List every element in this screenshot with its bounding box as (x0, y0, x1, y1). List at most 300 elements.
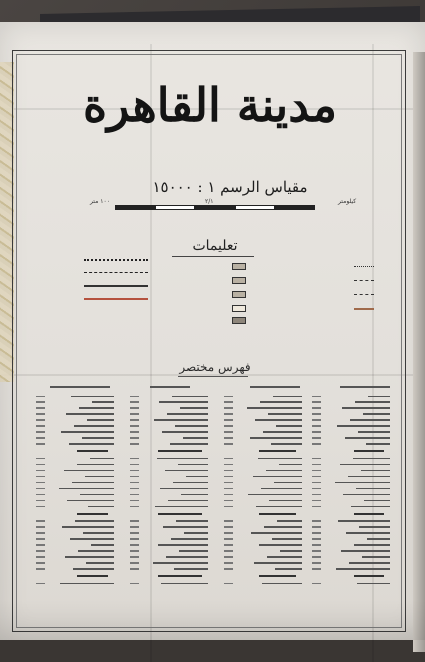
legend-item (310, 262, 380, 272)
entry-text-stroke (255, 419, 302, 420)
index-entry (312, 468, 390, 473)
legend-item (40, 294, 150, 304)
legend-item (230, 316, 300, 326)
index-entry (312, 543, 390, 548)
index-entry (312, 492, 390, 497)
entry-number-stroke (130, 562, 139, 563)
entry-text-stroke (91, 544, 114, 545)
photo-shadow (0, 600, 425, 640)
entry-number-stroke (130, 431, 139, 432)
entry-number-stroke (130, 437, 139, 438)
entry-number-stroke (36, 413, 45, 414)
entry-number-stroke (224, 494, 233, 495)
entry-text-stroke (335, 482, 390, 483)
entry-text-stroke (264, 526, 302, 527)
entry-text-stroke (82, 437, 114, 438)
entry-number-stroke (312, 437, 321, 438)
entry-number-stroke (36, 562, 45, 563)
index-subheading (312, 574, 390, 579)
index-entry (130, 418, 208, 423)
index-entry (36, 498, 114, 503)
entry-number-stroke (224, 464, 233, 465)
index-entry (224, 561, 302, 566)
index-entry (36, 537, 114, 542)
entry-text-stroke (271, 443, 302, 444)
index-entry (312, 474, 390, 479)
subheading-stroke (354, 513, 384, 515)
entry-text-stroke (342, 407, 390, 408)
index-subheading (312, 512, 390, 517)
entry-number-stroke (36, 419, 45, 420)
index-entry (224, 555, 302, 560)
entry-number-stroke (130, 538, 139, 539)
index-entry (224, 424, 302, 429)
index-entry (224, 549, 302, 554)
entry-text-stroke (361, 470, 390, 471)
legend-item (230, 276, 300, 286)
entry-text-stroke (275, 568, 302, 569)
entry-number-stroke (224, 396, 233, 397)
legend-item (310, 304, 380, 314)
entry-number-stroke (36, 437, 45, 438)
legend-symbol (232, 317, 246, 324)
index-subheading (312, 449, 390, 454)
entry-text-stroke (59, 488, 114, 489)
legend-symbol (354, 280, 374, 283)
entry-number-stroke (130, 506, 139, 507)
entry-number-stroke (312, 494, 321, 495)
entry-text-stroke (167, 413, 208, 414)
index-subheading (224, 512, 302, 517)
entry-number-stroke (312, 443, 321, 444)
entry-text-stroke (363, 413, 390, 414)
index-entry (312, 567, 390, 572)
entry-number-stroke (312, 458, 321, 459)
index-entry (130, 567, 208, 572)
entry-text-stroke (85, 476, 114, 477)
subheading-stroke (354, 575, 384, 577)
entry-text-stroke (274, 482, 302, 483)
index-entry (224, 543, 302, 548)
entry-text-stroke (260, 401, 302, 402)
entry-number-stroke (224, 506, 233, 507)
entry-text-stroke (273, 396, 302, 397)
index-entry (312, 555, 390, 560)
index-subheading (130, 512, 208, 517)
entry-number-stroke (36, 583, 45, 584)
index-column-heading (250, 386, 300, 388)
entry-text-stroke (269, 500, 302, 501)
entry-text-stroke (343, 494, 390, 495)
entry-number-stroke (312, 419, 321, 420)
entry-text-stroke (153, 562, 208, 563)
entry-text-stroke (80, 494, 114, 495)
entry-number-stroke (130, 419, 139, 420)
index-entry (312, 504, 390, 509)
entry-number-stroke (36, 425, 45, 426)
entry-text-stroke (354, 544, 390, 545)
entry-number-stroke (312, 488, 321, 489)
entry-text-stroke (251, 532, 302, 533)
index-entry (224, 531, 302, 536)
entry-number-stroke (130, 583, 139, 584)
entry-text-stroke (155, 506, 208, 507)
entry-number-stroke (36, 500, 45, 501)
entry-text-stroke (250, 437, 302, 438)
subheading-stroke (158, 575, 202, 577)
index-entry (36, 480, 114, 485)
entry-text-stroke (259, 544, 302, 545)
index-heading-rule (178, 376, 248, 377)
entry-text-stroke (161, 583, 208, 584)
entry-number-stroke (130, 470, 139, 471)
entry-number-stroke (224, 413, 233, 414)
legend-symbol (354, 308, 374, 310)
entry-text-stroke (159, 401, 208, 402)
entry-number-stroke (36, 401, 45, 402)
index-entry (224, 394, 302, 399)
entry-text-stroke (77, 464, 114, 465)
index-subheading (224, 574, 302, 579)
entry-text-stroke (256, 506, 302, 507)
entry-text-stroke (272, 538, 302, 539)
subheading-stroke (354, 450, 384, 452)
entry-text-stroke (69, 443, 114, 444)
index-subheading (224, 449, 302, 454)
entry-text-stroke (179, 550, 208, 551)
index-entry (130, 430, 208, 435)
entry-number-stroke (224, 550, 233, 551)
entry-text-stroke (170, 443, 208, 444)
index-entry (130, 394, 208, 399)
index-entry (224, 567, 302, 572)
index-entry (36, 555, 114, 560)
index-entry (130, 474, 208, 479)
index-subheading (130, 574, 208, 579)
legend-item (230, 304, 300, 314)
index-entry (224, 400, 302, 405)
index-entry (36, 468, 114, 473)
entry-text-stroke (87, 419, 114, 420)
entry-text-stroke (348, 476, 390, 477)
index-entry (312, 430, 390, 435)
scale-segment (115, 205, 155, 210)
index-entry (224, 456, 302, 461)
entry-text-stroke (341, 550, 390, 551)
index-entry (130, 549, 208, 554)
index-entry (130, 468, 208, 473)
index-entry (130, 537, 208, 542)
entry-text-stroke (79, 407, 114, 408)
index-entry (224, 537, 302, 542)
legend-item (40, 268, 150, 278)
entry-number-stroke (312, 506, 321, 507)
entry-number-stroke (224, 488, 233, 489)
index-entry (36, 430, 114, 435)
subheading-stroke (259, 513, 296, 515)
entry-number-stroke (36, 506, 45, 507)
entry-number-stroke (36, 396, 45, 397)
entry-number-stroke (36, 470, 45, 471)
legend-symbol (354, 266, 374, 269)
index-entry (36, 531, 114, 536)
entry-text-stroke (268, 413, 302, 414)
entry-text-stroke (83, 532, 114, 533)
entry-text-stroke (73, 568, 114, 569)
legend-symbol (84, 285, 148, 287)
index-entry (36, 561, 114, 566)
legend-symbol (232, 305, 246, 312)
entry-text-stroke (261, 488, 302, 489)
index-entry (130, 424, 208, 429)
entry-text-stroke (92, 401, 114, 402)
entry-text-stroke (340, 464, 390, 465)
entry-text-stroke (75, 520, 114, 521)
index-entry (130, 543, 208, 548)
index-entry (130, 531, 208, 536)
entry-text-stroke (86, 562, 114, 563)
index-column-heading (50, 386, 110, 388)
index-column (130, 394, 208, 594)
legend-symbol (84, 298, 148, 300)
entry-text-stroke (247, 407, 302, 408)
entry-text-stroke (355, 401, 390, 402)
index-entry (312, 480, 390, 485)
entry-text-stroke (176, 520, 208, 521)
entry-number-stroke (312, 425, 321, 426)
index-entry (36, 492, 114, 497)
entry-number-stroke (224, 556, 233, 557)
entry-number-stroke (130, 568, 139, 569)
entry-number-stroke (312, 568, 321, 569)
entry-number-stroke (36, 458, 45, 459)
index-entry (36, 436, 114, 441)
entry-number-stroke (224, 562, 233, 563)
index-entry (36, 567, 114, 572)
entry-text-stroke (254, 562, 302, 563)
entry-text-stroke (262, 583, 302, 584)
scale-segment (275, 205, 315, 210)
entry-number-stroke (130, 500, 139, 501)
index-entry (130, 462, 208, 467)
entry-number-stroke (36, 494, 45, 495)
index-entry (130, 504, 208, 509)
index-entry (130, 492, 208, 497)
entry-text-stroke (66, 413, 114, 414)
entry-number-stroke (312, 544, 321, 545)
index-entry (36, 412, 114, 417)
index-entry (312, 456, 390, 461)
entry-text-stroke (180, 407, 208, 408)
entry-number-stroke (312, 413, 321, 414)
index-entry (130, 555, 208, 560)
entry-number-stroke (36, 488, 45, 489)
index-entry (312, 436, 390, 441)
entry-number-stroke (36, 443, 45, 444)
entry-text-stroke (78, 550, 114, 551)
entry-text-stroke (184, 532, 208, 533)
entry-text-stroke (61, 431, 114, 432)
entry-text-stroke (174, 568, 208, 569)
scale-segment (155, 205, 195, 210)
legend-symbol (232, 277, 246, 284)
index-entry (224, 498, 302, 503)
entry-text-stroke (280, 550, 302, 551)
entry-text-stroke (248, 494, 302, 495)
entry-number-stroke (36, 476, 45, 477)
entry-text-stroke (88, 506, 114, 507)
index-subheading (36, 449, 114, 454)
index-entry (36, 424, 114, 429)
entry-text-stroke (337, 425, 390, 426)
entry-number-stroke (224, 476, 233, 477)
index-entry (36, 400, 114, 405)
entry-number-stroke (224, 583, 233, 584)
entry-number-stroke (312, 407, 321, 408)
index-entry (224, 519, 302, 524)
entry-text-stroke (173, 482, 208, 483)
index-entry (130, 400, 208, 405)
entry-text-stroke (362, 556, 390, 557)
index-entry (130, 406, 208, 411)
entry-text-stroke (71, 396, 114, 397)
index-entry (130, 412, 208, 417)
entry-number-stroke (130, 476, 139, 477)
index-entry (36, 581, 114, 586)
index-entry (312, 406, 390, 411)
subheading-stroke (77, 513, 108, 515)
index-entry (130, 561, 208, 566)
legend-heading: تعليمات (192, 238, 238, 254)
index-entry (36, 519, 114, 524)
entry-text-stroke (346, 532, 390, 533)
entry-number-stroke (36, 464, 45, 465)
entry-number-stroke (312, 396, 321, 397)
subheading-stroke (158, 513, 202, 515)
entry-number-stroke (130, 526, 139, 527)
entry-text-stroke (266, 470, 302, 471)
entry-text-stroke (364, 500, 390, 501)
index-entry (224, 474, 302, 479)
index-entry (130, 519, 208, 524)
entry-number-stroke (312, 482, 321, 483)
entry-number-stroke (312, 550, 321, 551)
entry-text-stroke (178, 464, 208, 465)
entry-text-stroke (263, 431, 302, 432)
entry-number-stroke (130, 550, 139, 551)
entry-number-stroke (36, 568, 45, 569)
entry-text-stroke (62, 526, 114, 527)
entry-text-stroke (64, 470, 114, 471)
entry-number-stroke (224, 520, 233, 521)
entry-text-stroke (72, 482, 114, 483)
index-entry (312, 400, 390, 405)
index-entry (130, 498, 208, 503)
entry-number-stroke (130, 532, 139, 533)
index-entry (312, 549, 390, 554)
index-entry (36, 418, 114, 423)
entry-number-stroke (312, 500, 321, 501)
subheading-stroke (158, 450, 202, 452)
index-entry (312, 412, 390, 417)
index-subheading (36, 512, 114, 517)
index-heading: فهرس مختصر (179, 360, 251, 374)
entry-number-stroke (312, 556, 321, 557)
index-entry (130, 480, 208, 485)
entry-text-stroke (65, 556, 114, 557)
index-entry (312, 525, 390, 530)
entry-number-stroke (36, 544, 45, 545)
entry-number-stroke (312, 464, 321, 465)
entry-number-stroke (130, 556, 139, 557)
entry-text-stroke (279, 464, 302, 465)
entry-text-stroke (154, 419, 208, 420)
entry-number-stroke (224, 500, 233, 501)
subheading-stroke (77, 450, 108, 452)
entry-number-stroke (224, 532, 233, 533)
entry-number-stroke (130, 396, 139, 397)
entry-text-stroke (181, 494, 208, 495)
entry-number-stroke (312, 470, 321, 471)
legend-item (230, 262, 300, 272)
index-entry (224, 492, 302, 497)
legend-item (40, 255, 150, 265)
entry-number-stroke (224, 407, 233, 408)
index-entry (36, 549, 114, 554)
index-entry (130, 581, 208, 586)
index-entry (224, 418, 302, 423)
entry-number-stroke (224, 419, 233, 420)
entry-text-stroke (186, 476, 208, 477)
entry-text-stroke (356, 488, 390, 489)
subheading-stroke (259, 450, 296, 452)
index-entry (130, 442, 208, 447)
entry-number-stroke (130, 520, 139, 521)
entry-number-stroke (312, 401, 321, 402)
entry-text-stroke (350, 419, 390, 420)
entry-number-stroke (312, 526, 321, 527)
index-entry (312, 498, 390, 503)
entry-number-stroke (36, 520, 45, 521)
entry-number-stroke (36, 526, 45, 527)
legend-symbol (232, 291, 246, 298)
entry-number-stroke (224, 544, 233, 545)
entry-text-stroke (157, 458, 208, 459)
entry-text-stroke (60, 583, 114, 584)
entry-number-stroke (130, 401, 139, 402)
map-title: مدينة القاهرة (83, 78, 337, 132)
entry-text-stroke (165, 470, 208, 471)
entry-text-stroke (336, 568, 390, 569)
index-entry (312, 531, 390, 536)
entry-number-stroke (224, 526, 233, 527)
entry-number-stroke (224, 401, 233, 402)
index-entry (312, 561, 390, 566)
index-entry (224, 442, 302, 447)
index-entry (36, 406, 114, 411)
entry-number-stroke (224, 482, 233, 483)
index-entry (224, 504, 302, 509)
legend-symbol (84, 272, 148, 275)
entry-number-stroke (224, 437, 233, 438)
entry-number-stroke (312, 520, 321, 521)
index-entry (224, 525, 302, 530)
entry-text-stroke (163, 526, 208, 527)
entry-text-stroke (276, 425, 302, 426)
index-entry (36, 474, 114, 479)
legend-item (310, 290, 380, 300)
index-column-heading (340, 386, 390, 388)
